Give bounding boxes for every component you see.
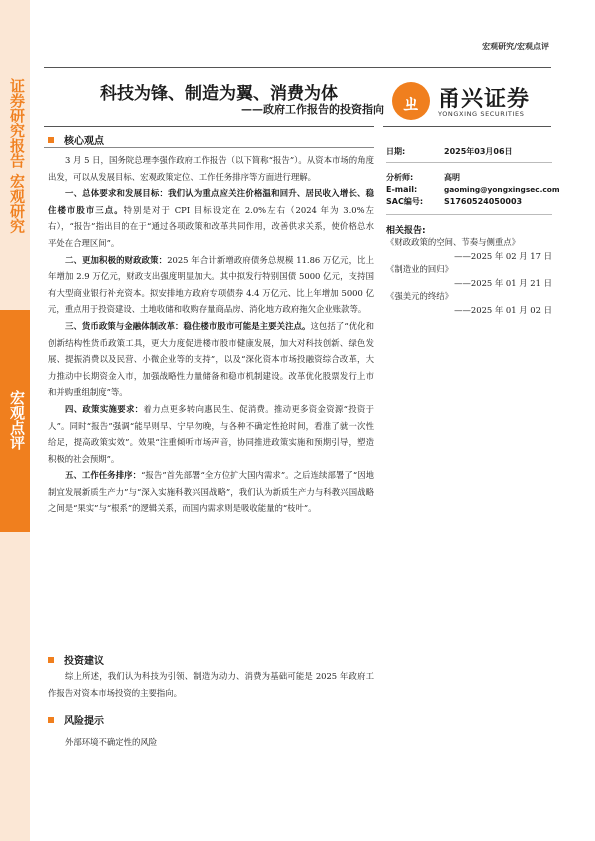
related-report-date: ——2025 年 02 月 17 日	[454, 250, 552, 261]
logo-name-cn: 甬兴证券	[438, 87, 531, 112]
point-2-text: 2025 年合计新增政府债务总规模 11.86 万亿元，比上年增加 2.9 万亿元，财政支出强度明显加大。其中拟发行特别国债 5000 亿元，支持国有大型商业银行补充资本。拟安排地方政府专项债券 4.4 万亿元、比上年增加 5000 亿元，重点用于投资建设、土地收储和收购存量商品房、消化地方政府拖欠企业账款等。	[48, 254, 375, 315]
point-5-lead: 五、工作任务排序：	[65, 470, 142, 481]
section-heading-core: 核心观点	[48, 132, 104, 147]
point-4-text: 着力点更多转向惠民生、促消费。推动更多资金资源“投资于人”。同时“报告”强调“能早则早、宁早勿晚，与各种不确定性抢时间，看准了就一次性给足，提高政策实效”。效果“注重倾听市场声音，协同推进政策实施和预期引导，塑造积极的社会预期”。	[48, 403, 375, 464]
report-subtitle: ——政府工作报告的投资指向	[241, 103, 384, 116]
point-5-paragraph	[48, 467, 374, 517]
square-bullet-icon	[48, 137, 54, 143]
point-3-text: 这包括了“优化和创新结构性货币政策工具，更大力度促进楼市股市健康发展，加大对科技创新、绿色发展、提振消费以及民营、小微企业等的支持”，以及“深化资本市场投融资综合改革，大力推动中长期资金入市，加强战略性力量储备和稳市机制建设。改革优化股票发行上市和并购重组制度”等。	[48, 320, 375, 398]
intro-paragraph: 3 月 5 日，国务院总理李强作政府工作报告（以下简称“报告”）。从资本市场的角度出发，可以从发展目标、宏观政策定位、工作任务排序等方面进行理解。	[48, 155, 374, 182]
logo-name-en: YONGXING SECURITIES	[438, 110, 525, 118]
square-bullet-icon	[48, 657, 54, 663]
related-report-title[interactable]: 《制造业的回归》	[386, 264, 453, 274]
meta-divider	[386, 214, 552, 215]
square-bullet-icon	[48, 717, 54, 723]
point-2-paragraph	[48, 252, 374, 318]
logo-mark-icon	[392, 82, 430, 120]
sac-value: S1760524050003	[444, 197, 523, 206]
report-title: 科技为锋、制造为翼、消费为体	[100, 84, 338, 104]
point-3-lead: 三、货币政策与金融体制改革：稳住楼市股市可能是主要关注点。	[65, 320, 311, 331]
side-label-report-type: 证券研究报告 宏观研究	[8, 78, 26, 234]
risk-body	[48, 734, 374, 751]
meta-date	[386, 146, 552, 160]
logo-glyph: ㄓ	[401, 91, 421, 115]
point-3-paragraph	[48, 318, 374, 401]
meta-email	[386, 184, 560, 196]
email-label: E-mail:	[386, 185, 418, 194]
related-reports-list	[386, 236, 552, 317]
point-2-lead: 二、更加积极的财政政策：	[65, 254, 168, 265]
meta-sac	[386, 196, 552, 208]
side-label-category: 宏观点评	[8, 390, 26, 450]
point-1-paragraph	[48, 185, 374, 251]
related-report-date: ——2025 年 01 月 02 日	[454, 304, 552, 315]
related-report-date: ——2025 年 01 月 21 日	[454, 277, 552, 288]
sac-label: SAC编号:	[386, 197, 424, 206]
related-reports-heading: 相关报告:	[386, 226, 426, 236]
point-5-text: “报告”首先部署“全方位扩大国内需求”。之后连续部署了“因地制宜发展新质生产力”与“深入实施科教兴国战略”，我们认为新质生产力与科教兴国战略之间是“果实”与“根系”的逻辑关系，而国内需求则是吸收能量的“枝叶”。	[48, 470, 375, 514]
date-label: 日期:	[386, 147, 406, 156]
related-report-title[interactable]: 《财政政策的空间、节奏与侧重点》	[386, 237, 520, 247]
section-heading-risk: 风险提示	[48, 712, 104, 727]
point-1-lead: 一、总体要求和发展目标：我们认为重点应关注价格温和回升、居民收入增长、稳住楼市股市三点。	[48, 188, 374, 215]
company-logo	[392, 80, 552, 124]
analyst-label: 分析师:	[386, 173, 414, 182]
point-4-lead: 四、政策实施要求：	[65, 403, 144, 414]
risk-paragraph: 外部环境不确定性的风险	[65, 737, 158, 747]
meta-analyst	[386, 172, 552, 184]
email-value[interactable]: gaoming@yongxingsec.com	[444, 185, 560, 194]
meta-divider	[386, 162, 552, 163]
core-body	[48, 152, 374, 517]
section-heading-invest: 投资建议	[48, 652, 104, 667]
section-divider	[44, 147, 374, 148]
page-category-tag: 宏观研究/宏观点评	[482, 42, 549, 51]
invest-paragraph: 综上所述，我们认为科技为引领、制造为动力、消费为基础可能是 2025 年政府工作报告对资本市场投资的主要指向。	[48, 671, 374, 698]
related-report-title[interactable]: 《强美元的终结》	[386, 291, 453, 301]
invest-body	[48, 668, 374, 701]
header-divider	[44, 67, 551, 68]
point-1-text: 特别是对于 CPI 目标设定在 2.0%左右（2024 年为 3.0%左右），“报告”指出目的在于“通过各项政策和改革共同作用，改善供求关系，使价格总水平处在合理区间”。	[48, 204, 375, 248]
logo-divider	[383, 126, 551, 127]
date-value: 2025年03月06日	[444, 147, 513, 156]
analyst-value: 高明	[444, 173, 460, 182]
point-4-paragraph	[48, 401, 374, 467]
title-divider	[44, 126, 374, 127]
